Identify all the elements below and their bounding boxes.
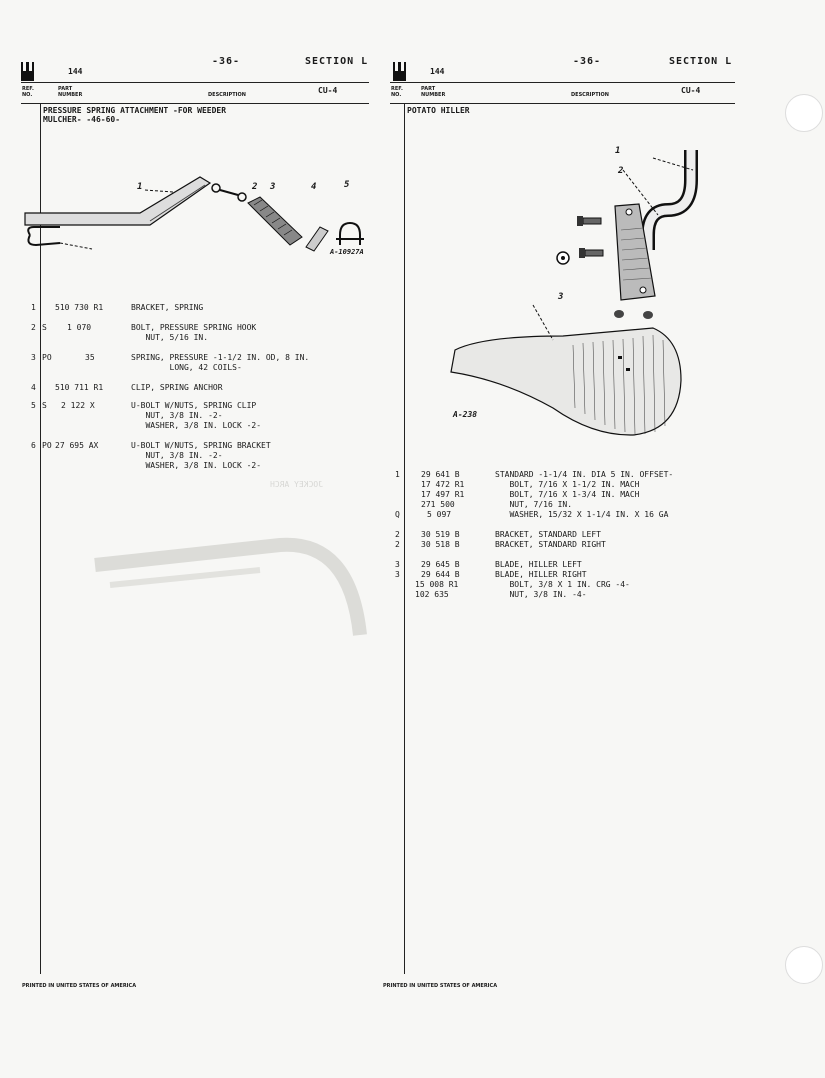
section-label: SECTION L — [669, 56, 733, 67]
parts-row: 1 510 730 R1 BRACKET, SPRING — [31, 303, 204, 312]
callout-1: 1 — [137, 182, 143, 192]
ref-column-line — [404, 104, 405, 974]
binder-hole — [785, 94, 823, 132]
part-number-header: PART NUMBER — [421, 86, 446, 98]
catalog-number: 144 — [68, 67, 83, 76]
column-header-rule — [21, 103, 369, 104]
left-page — [0, 0, 412, 1078]
ghost-text: JOCKEY ARCH — [270, 480, 323, 489]
leader-line — [145, 188, 185, 196]
callout-1: 1 — [615, 146, 621, 156]
description-header: DESCRIPTION — [571, 92, 609, 98]
callout-3: 3 — [270, 182, 276, 192]
ref-no-header: REF. NO. — [22, 86, 34, 98]
callout-5: 5 — [344, 180, 350, 190]
parts-row: 5 S 2 122 X U-BOLT W/NUTS, SPRING CLIP NUT, 3/8 IN. -2- WASHER, 3/8 IN. LOCK -2- — [31, 401, 262, 430]
parts-row: 3 PO 35 SPRING, PRESSURE -1-1/2 IN. OD, 8 IN. LONG, 42 COILS- — [31, 353, 310, 372]
page-number: -36- — [212, 56, 241, 67]
section-title: POTATO HILLER — [407, 106, 470, 115]
parts-row: 4 510 711 R1 CLIP, SPRING ANCHOR — [31, 383, 223, 392]
callout-4: 4 — [311, 182, 317, 192]
ref-no-header: REF. NO. — [391, 86, 403, 98]
section-label: SECTION L — [305, 56, 369, 67]
section-title: PRESSURE SPRING ATTACHMENT -FOR WEEDER MULCHER- -46-60- — [43, 106, 227, 124]
callout-3: 3 — [558, 292, 564, 302]
cu-code: CU-4 — [681, 86, 701, 95]
callout-2: 2 — [618, 166, 624, 176]
potato-hiller-illustration — [443, 140, 723, 440]
ih-logo-icon — [393, 62, 406, 81]
spring-attachment-illustration — [20, 165, 380, 265]
catalog-number: 144 — [430, 67, 445, 76]
ih-logo-icon — [21, 62, 34, 81]
parts-row: 2 S 1 070 BOLT, PRESSURE SPRING HOOK NUT, 5/16 IN. — [31, 323, 257, 342]
header-rule — [21, 82, 369, 83]
binder-hole — [785, 946, 823, 984]
part-number-header: PART NUMBER — [58, 86, 83, 98]
callout-2: 2 — [252, 182, 258, 192]
right-page: -36- SECTION L 144 REF. NO. PART NUMBER DESCRIPTION CU-4 POTATO HILLER 1 2 3 A-238 1 29 641 B STANDARD -1-1/4 IN. DIA 5 IN. OFFSET- 17 472 R1 BOLT, 7/16 X 1-1/2 IN. MACH 17 497 R1 BOLT, 7/16 X 1-3/4 IN. MACH 271 500 NUT, 7/16 IN. Q 5 097 WASHER, 15/32 X 1-1/4 IN. X 16 GA 2 30 519 B BRACKET, STANDARD LEFT 2 30 518 B BRACKET, STANDARD RIGHT 3 29 645 B BLADE, HILLER LEFT 3 29 644 B BLADE, HILLER RIGHT 15 008 R1 BOLT, 3/8 X 1 IN. CRG -4- 102 635 NUT, 3/8 IN. -4- PRINTED IN UNITED STATES OF AMERICA — [413, 0, 825, 1078]
description-header: DESCRIPTION — [208, 92, 246, 98]
footer-printed: PRINTED IN UNITED STATES OF AMERICA — [22, 983, 137, 989]
header-rule — [390, 82, 735, 83]
cu-code: CU-4 — [318, 86, 338, 95]
illustration-id: A-10927A — [330, 248, 364, 256]
page-number: -36- — [573, 56, 602, 67]
ghost-arch-illustration — [80, 515, 370, 655]
illustration-id: A-238 — [453, 410, 478, 419]
parts-row: 6 PO 27 695 AX U-BOLT W/NUTS, SPRING BRACKET NUT, 3/8 IN. -2- WASHER, 3/8 IN. LOCK -2- — [31, 441, 271, 470]
footer-printed: PRINTED IN UNITED STATES OF AMERICA — [383, 983, 498, 989]
column-header-rule — [390, 103, 735, 104]
